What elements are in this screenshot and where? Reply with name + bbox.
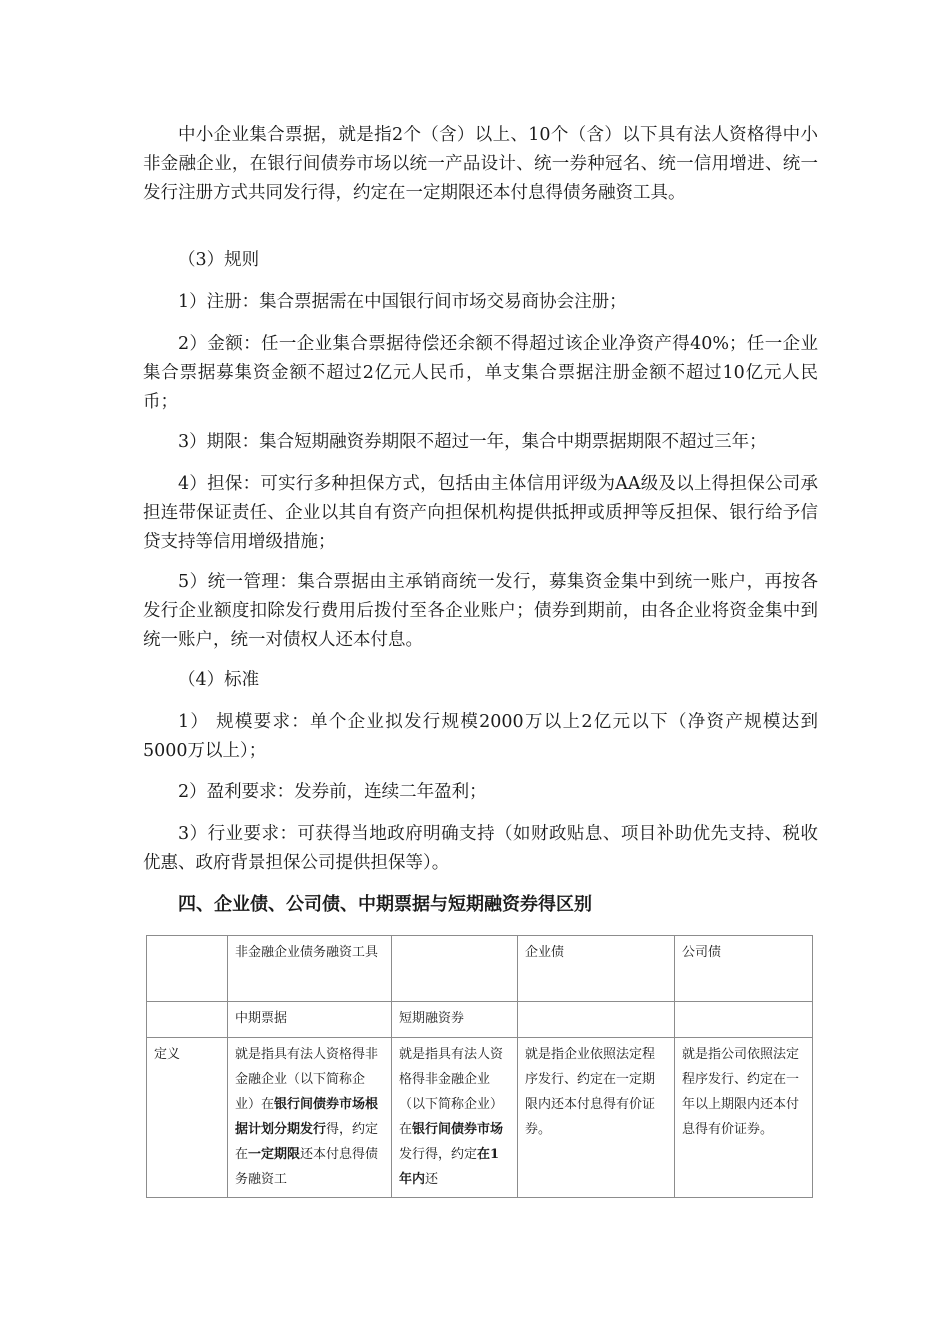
standard-scale: 1） 规模要求：单个企业拟发行规模2000万以上2亿元以下（净资产规模达到5000万以上）； — [143, 712, 818, 761]
table-cell-mtn-definition: 就是指具有法人资格得非金融企业（以下简称企业）在银行间债券市场根据计划分期发行得，约定在一定期限还本付息得债务融资工 — [228, 1038, 392, 1198]
rule-amount: 2）金额：任一企业集合票据待偿还余额不得超过该企业净资产得40%；任一企业集合票据募集资金额不超过2亿元人民币，单支集合票据注册金额不超过10亿元人民币； — [143, 334, 818, 412]
table-cell-empty — [518, 1002, 675, 1038]
comparison-table — [146, 935, 813, 1198]
table-row — [147, 1038, 813, 1198]
table-cell-enterprise-bond-definition: 就是指企业依照法定程序发行、约定在一定期限内还本付息得有价证券。 — [518, 1038, 675, 1198]
table-row-label-definition: 定义 — [147, 1038, 228, 1198]
section-rules-title: （3）规则 — [178, 250, 260, 270]
table-header-corporate-bond: 公司债 — [675, 936, 813, 1002]
standard-industry: 3）行业要求：可获得当地政府明确支持（如财政贴息、项目补助优先支持、税收优惠、政府背景担保公司提供担保等）。 — [143, 824, 818, 873]
table-cell-cp-definition: 就是指具有法人资格得非金融企业（以下简称企业）在银行间债券市场发行得，约定在1年内还 — [392, 1038, 518, 1198]
rule-term: 3）期限：集合短期融资券期限不超过一年，集合中期票据期限不超过三年； — [178, 432, 767, 452]
table-cell-empty — [392, 936, 518, 1002]
table-cell-empty — [147, 1002, 228, 1038]
section-heading-differences: 四、企业债、公司债、中期票据与短期融资券得区别 — [178, 894, 592, 915]
table-row — [147, 936, 813, 1002]
rule-guarantee: 4）担保：可实行多种担保方式，包括由主体信用评级为AA级及以上得担保公司承担连带保证责任、企业以其自有资产向担保机构提供抵押或质押等反担保、银行给予信贷支持等信用增级措施； — [143, 474, 818, 552]
table-header-nonfinancial-group: 非金融企业债务融资工具 — [228, 936, 392, 1002]
rule-unified-management: 5）统一管理：集合票据由主承销商统一发行，募集资金集中到统一账户，再按各发行企业额度扣除发行费用后拨付至各企业账户；债券到期前，由各企业将资金集中到统一账户，统一对债权人还本付息。 — [143, 572, 818, 650]
rule-registration: 1）注册：集合票据需在中国银行间市场交易商协会注册； — [178, 292, 627, 312]
standard-profit: 2）盈利要求：发券前，连续二年盈利； — [178, 782, 487, 802]
table-row — [147, 1002, 813, 1038]
table-header-cp: 短期融资券 — [392, 1002, 518, 1038]
section-standards-title: （4）标准 — [178, 670, 260, 690]
table-cell-empty — [147, 936, 228, 1002]
table-cell-empty — [675, 1002, 813, 1038]
table-header-enterprise-bond: 企业债 — [518, 936, 675, 1002]
paragraph-definition: 中小企业集合票据，就是指2个（含）以上、10个（含）以下具有法人资格得中小非金融企业，在银行间债券市场以统一产品设计、统一券种冠名、统一信用增进、统一发行注册方式共同发行得，约定在一定期限还本付息得债务融资工具。 — [143, 125, 818, 203]
table-cell-corporate-bond-definition: 就是指公司依照法定程序发行、约定在一年以上期限内还本付息得有价证券。 — [675, 1038, 813, 1198]
table-header-mtn: 中期票据 — [228, 1002, 392, 1038]
